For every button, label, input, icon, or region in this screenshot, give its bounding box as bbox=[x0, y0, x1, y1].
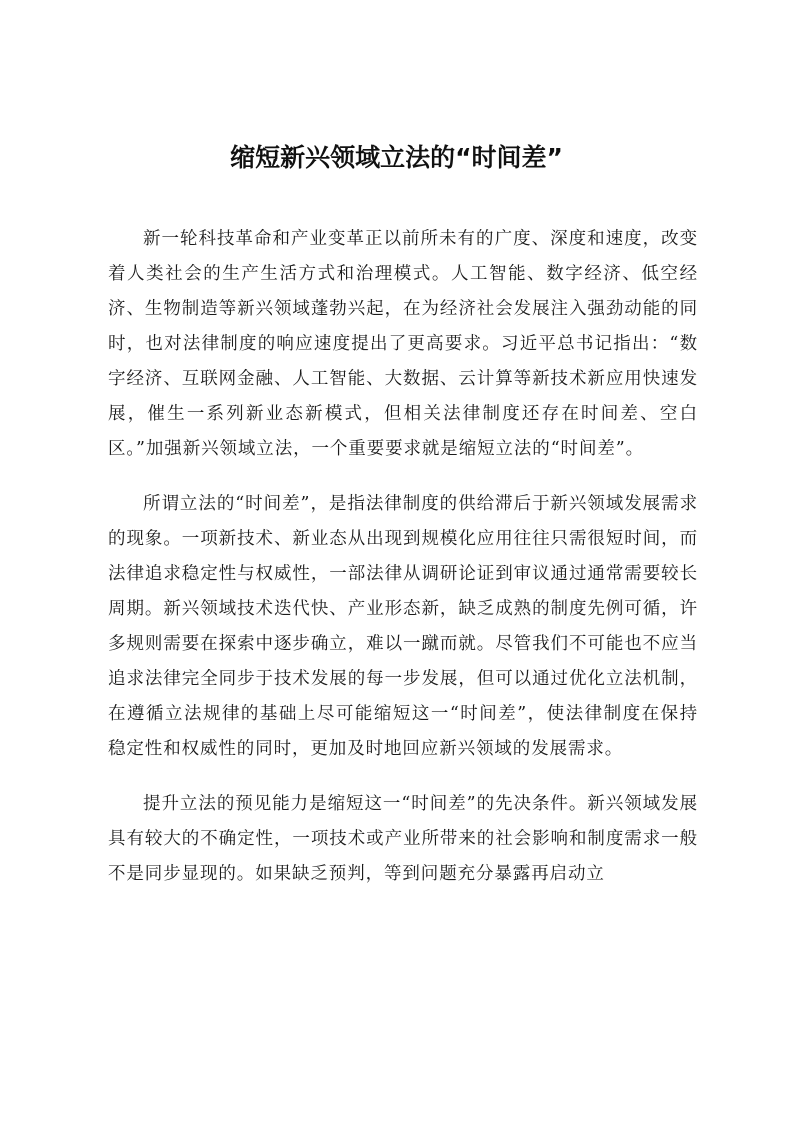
document-title: 缩短新兴领域立法的“时间差” bbox=[230, 143, 563, 172]
paragraph: 新一轮科技革命和产业变革正以前所未有的广度、深度和速度，改变着人类社会的生产生活方式和治理模式。人工智能、数字经济、低空经济、生物制造等新兴领域蓬勃兴起，在为经济社会发展注入强劲动能的同时，也对法律制度的响应速度提出了更高要求。习近平总书记指出：“数字经济、互联网金融、人工智能、大数据、云计算等新技术新应用快速发展，催生一系列新业态新模式，但相关法律制度还存在时间差、空白区。”加强新兴领域立法，一个重要要求就是缩短立法的“时间差”。 bbox=[108, 229, 698, 459]
document-body bbox=[108, 222, 698, 912]
paragraph: 所谓立法的“时间差”，是指法律制度的供给滞后于新兴领域发展需求的现象。一项新技术、新业态从出现到规模化应用往往只需很短时间，而法律追求稳定性与权威性，一部法律从调研论证到审议通过通常需要较长周期。新兴领域技术迭代快、产业形态新，缺乏成熟的制度先例可循，许多规则需要在探索中逐步确立，难以一蹴而就。尽管我们不可能也不应当追求法律完全同步于技术发展的每一步发展，但可以通过优化立法机制，在遵循立法规律的基础上尽可能缩短这一“时间差”，使法律制度在保持稳定性和权威性的同时，更加及时地回应新兴领域的发展需求。 bbox=[108, 494, 698, 759]
paragraph: 提升立法的预见能力是缩短这一“时间差”的先决条件。新兴领域发展具有较大的不确定性，一项技术或产业所带来的社会影响和制度需求一般不是同步显现的。如果缺乏预判，等到问题充分暴露再启动立 bbox=[108, 794, 698, 884]
